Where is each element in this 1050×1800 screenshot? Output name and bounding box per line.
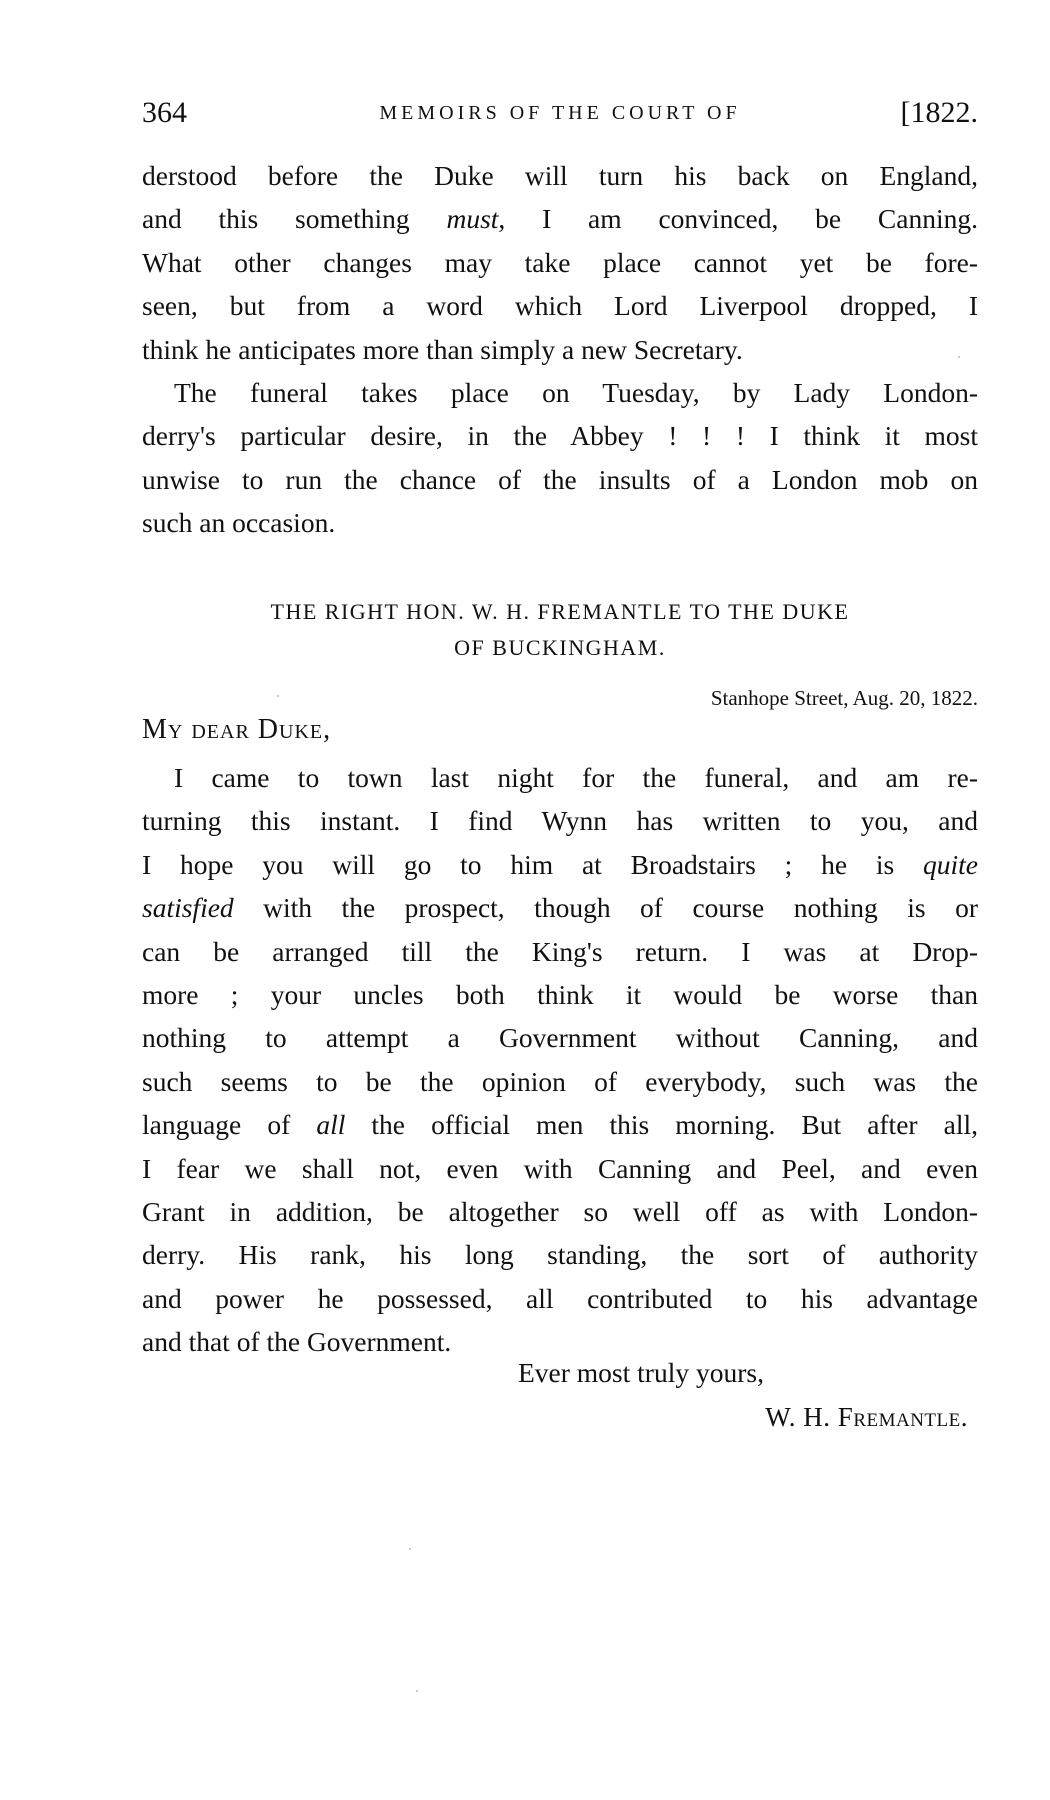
paragraph-line: The funeral takes place on Tuesday, by Lady London- [174,377,978,408]
letter-line: such seems to be the opinion of everybody, such was the [142,1065,978,1097]
paragraph-line: derstood before the Duke will turn his back on England, [142,160,978,191]
paragraph-line: seen, but from a word which Lord Liverpool dropped, I [142,290,978,322]
letter-line: I fear we shall not, even with Canning and Peel, and even [142,1152,978,1184]
paper-speck [958,356,960,358]
paragraph-line: What other changes may take place cannot yet be fore- [142,246,978,278]
letter-heading-line: OF BUCKINGHAM. [454,635,666,660]
paper-speck [409,1548,411,1550]
letter-line: more ; your uncles both think it would be worse than [142,978,978,1010]
letter-line: derry. His rank, his long standing, the sort of authority [142,1239,978,1271]
letter-signature: W. H. Fremantle. [765,1402,968,1432]
letter-line: I hope you will go to him at Broadstairs ; he is quite [142,848,978,880]
letter-line: can be arranged till the King's return. I was at Drop- [142,935,978,967]
letter-salutation: My dear Duke, [142,714,332,745]
letter-line: language of all the official men this morning. But after all, [142,1109,978,1141]
letter-heading [142,594,978,666]
funeral-paragraph [142,371,978,545]
letter-line: satisfied with the prospect, though of course nothing is or [142,892,978,924]
paper-speck [416,1690,418,1692]
letter-line: I came to town last night for the funeral, and am re- [174,762,978,793]
paragraph-line: derry's particular desire, in the Abbey ! ! ! I think it most [142,420,978,452]
running-title: MEMOIRS OF THE COURT OF [379,102,741,124]
running-head [142,96,978,140]
letter-line: turning this instant. I find Wynn has written to you, and [142,805,978,837]
running-head-year: [1822. [900,96,978,129]
paper-speck [277,695,279,697]
letter-closing: Ever most truly yours, [518,1357,764,1388]
letter-line: Grant in addition, be altogether so well off as with London- [142,1195,978,1227]
paragraph-line: think he anticipates more than simply a new Secretary. [142,333,743,365]
italic-emphasis: must [446,203,499,235]
letter-heading-line: THE RIGHT HON. W. H. FREMANTLE TO THE DUKE [270,599,850,624]
paragraph-line: such an occasion. [142,507,336,539]
paragraph-line-with-italic: and this something must, I am convinced, be Canning. [142,203,978,235]
letter-dateline: Stanhope Street, Aug. 20, 1822. [710,686,978,710]
letter-body [142,756,978,1363]
paragraph-line: unwise to run the chance of the insults of a London mob on [142,463,978,495]
continued-paragraph [142,154,978,371]
page-number: 364 [142,96,187,129]
letter-line: and that of the Government. [142,1326,452,1358]
letter-line: nothing to attempt a Government without Canning, and [142,1022,978,1054]
letter-line: and power he possessed, all contributed to his advantage [142,1282,978,1314]
